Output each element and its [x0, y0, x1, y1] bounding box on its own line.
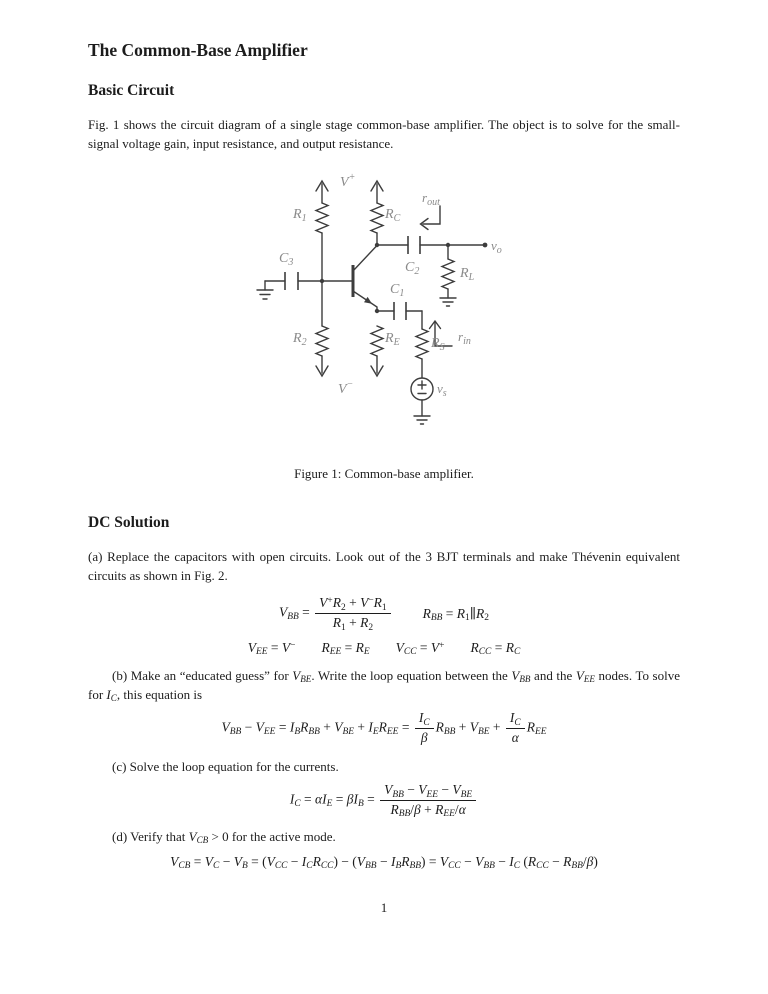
- arrow-v-plus-left: [316, 181, 328, 203]
- capacitor-c1: [394, 302, 406, 320]
- equation-rcc: $R_{CC} = R_C$: [470, 640, 521, 658]
- equation-ic: [88, 782, 680, 819]
- label-r1: $R_1$: [293, 207, 307, 225]
- label-rc: $R_C$: [385, 207, 401, 225]
- label-c2: $C_2$: [405, 260, 420, 278]
- label-rl: $R_L$: [460, 266, 475, 284]
- page-number: 1: [380, 900, 388, 915]
- paragraph-c: (c) Solve the loop equation for the currents.: [112, 759, 339, 775]
- label-r2: $R_2$: [293, 331, 307, 349]
- equation-vbb-rbb: [88, 595, 680, 632]
- equation-vcc: $V_{CC} = V^+$: [395, 640, 445, 658]
- figure-1: [88, 161, 680, 482]
- equation-thevenin-line: [88, 640, 680, 656]
- resistor-r2: [316, 326, 328, 356]
- ground-symbol-vs: [414, 416, 430, 424]
- resistor-rc: [371, 203, 383, 233]
- label-v-s: $v_s$: [437, 381, 447, 400]
- equation-ic-body: $I_C = \alpha I_E = \beta I_B$ = $\frac{V_{BB} - V_{EE} - V_{BE}}{R_{BB}/\beta + R_{EE}/\alpha}$: [290, 782, 478, 819]
- arrow-v-minus-left: [316, 356, 328, 376]
- resistor-re: [371, 326, 383, 356]
- figure-caption: Figure 1: Common-base amplifier.: [294, 466, 474, 482]
- arrow-v-plus-mid: [371, 181, 383, 203]
- label-c1: $C_1$: [390, 282, 405, 300]
- label-v-plus: V+: [340, 172, 356, 191]
- label-re: $R_E$: [385, 331, 400, 349]
- label-r-in: $r_{in}$: [458, 329, 471, 348]
- label-v-o: $v_o$: [491, 238, 502, 257]
- equation-ree: $R_{EE} = R_E$: [321, 640, 370, 658]
- section-basic-circuit: Basic Circuit: [88, 82, 175, 99]
- equation-vcb-body: $V_{CB} = V_C - V_B = (V_{CC} - I_CR_{CC}) - (V_{BB} - I_BR_{BB}) = V_{CC} - V_{BB} - I_C$ $(R_{CC} - R_{BB}/\beta)$: [170, 854, 598, 872]
- section-dc-solution: DC Solution: [88, 514, 170, 532]
- label-v-minus: V−: [338, 379, 354, 398]
- voltage-source-vs: [411, 378, 433, 400]
- resistor-r1: [316, 203, 328, 233]
- paragraph-intro: Fig. 1 shows the circuit diagram of a single stage common-base amplifier. The object is to solve for the small-signal voltage gain, input resistance, and output resistance.: [88, 117, 680, 152]
- bjt-npn-transistor: [353, 247, 377, 312]
- arrow-v-minus-mid: [371, 356, 383, 376]
- paragraph-d: (d) Verify that $V_{CB} > 0$ for the active mode.: [112, 829, 336, 846]
- circuit-figure: [245, 161, 510, 456]
- equation-vee: $V_{EE} = V^-$: [247, 640, 296, 658]
- paragraph-a: (a) Replace the capacitors with open circuits. Look out of the 3 BJT terminals and make Thévenin equivalent circuits as shown in Fig. 2.: [88, 549, 680, 584]
- label-c3: $C_3$: [279, 251, 294, 269]
- label-r-out: $r_{out}$: [422, 190, 440, 209]
- equation-rbb: $R_{BB}$ = $R_1\parallel R_2$: [422, 605, 489, 624]
- page-title: The Common-Base Amplifier: [88, 40, 308, 60]
- capacitor-c2: [408, 236, 420, 254]
- equation-vcb: [88, 854, 680, 870]
- resistor-rl: [442, 259, 454, 289]
- resistor-rs: [416, 329, 428, 359]
- equation-vbb: $V_{BB}$ = $\frac{V^+R_2 + V^-R_1}{R_1 + R_2}$: [279, 595, 393, 632]
- equation-loop-body: $V_{BB} - V_{EE} = I_BR_{BB} + V_{BE} + I_ER_{EE}$ = $\frac{I_C}{\beta}$ $R_{BB} + V_{BE}$ + $\frac{I_C}{\alpha}$ $R_{EE}$: [221, 710, 547, 746]
- capacitor-c3: [285, 272, 298, 290]
- label-rs: $R_S$: [431, 336, 445, 354]
- paragraph-b: (b) Make an “educated guess” for $V_{BE}$. Write the loop equation between the $V_{BB}$ and the $V_{EE}$ nodes. To solve for $I_C$, this equation is: [88, 668, 680, 704]
- equation-loop: [88, 710, 680, 747]
- arrow-r-out: [421, 206, 441, 230]
- ground-symbol-c3: [257, 290, 273, 299]
- ground-symbol-rl: [440, 298, 456, 306]
